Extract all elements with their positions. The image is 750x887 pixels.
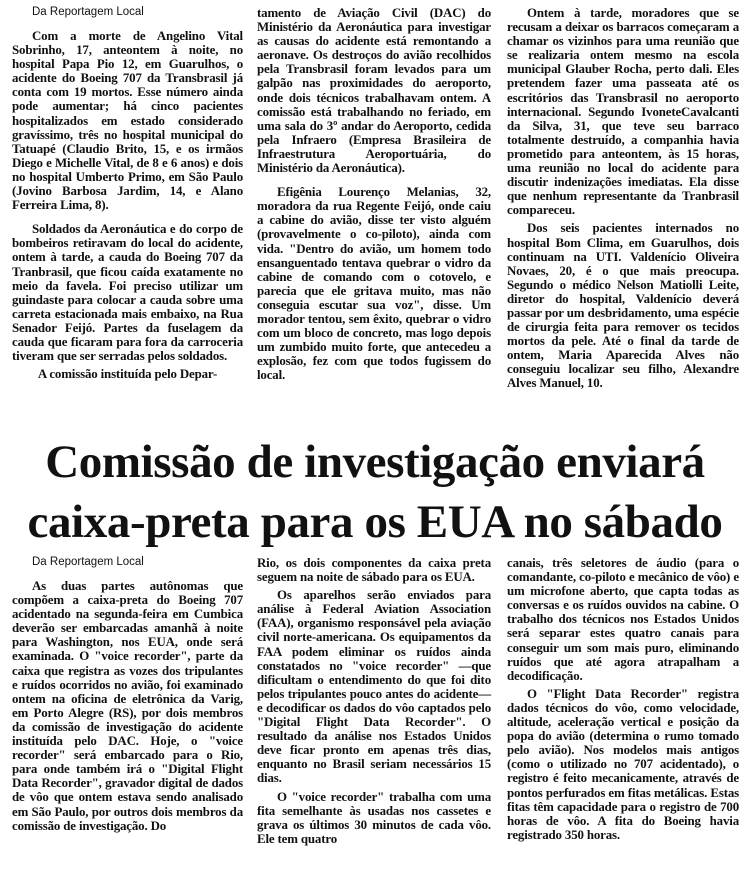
paragraph: tamento de Aviação Civil (DAC) do Ministério da Aeronáutica para investigar as causas do acidente está remontando a aeronave. Os destroços do avião recolhidos pela Transbrasil foram levados para um galpão nas proximidades do aeroporto, onde dois técnicos trabalhavam ontem. A comissão está trabalhando no feriado, em uma sala do 3º andar do Aeroporto, cedida pela Infraero (Empresa Brasileira de Infraestrutura Aeroportuária, do Ministério da Aeronáutica). (257, 6, 491, 176)
byline: Da Reportagem Local (32, 6, 144, 18)
paragraph: Soldados da Aeronáutica e do corpo de bombeiros retiravam do local do acidente, ontem à tarde, a cauda do Boeing 707 da Tranbrasil, que ficou caída exatamente no meio da favela. Foi preciso utilizar um guindaste para colocar a cauda sobre uma carreta estacionada mais embaixo, na Rua Senador Feijó. Partes da fuselagem da cauda que ficaram para fora da carroceria tiveram que ser serradas pelos soldados. (12, 222, 243, 364)
paragraph: Ontem à tarde, moradores que se recusam a deixar os barracos começaram a chamar os vizinhos para uma reunião que se realizaria ontem mesmo na escola municipal Glauber Rocha, perto dali. Eles pretendem fazer uma passeata até os escritórios das Transbrasil no aeroporto internacional. Segundo IvoneteCavalcanti da Silva, 31, que teve seu barraco totalmente destruído, a companhia havia prometido para anteontem, às 15 horas, uma reunião no local do acidente para discutir indenizações imediatas. Ela disse que nenhum representante da Tranbrasil compareceu. (507, 6, 739, 218)
paragraph: As duas partes autônomas que compõem a caixa-preta do Boeing 707 acidentado na segunda-feira em Cumbica deverão ser embarcadas amanhã à noite para Washington, nos EUA, onde será examinada. O "voice recorder", parte da caixa que registra as vozes dos tripulantes e ruídos ocorridos no avião, foi examinado ontem na oficina de eletrônica da Varig, em Porto Alegre (RS), por dois membros da comissão de investigação do acidente instituída pelo DAC. Hoje, o "voice recorder" será embarcado para o Rio, para onde também irá o "Digital Flight Data Recorder", gravador digital de dados de vôo que ontem estava sendo analisado em São Paulo, por outros dois membros da comissão de investigação. Do (12, 579, 243, 833)
paragraph: O "voice recorder" trabalha com uma fita semelhante às usadas nos cassetes e grava os últimos 30 minutos de cada vôo. Ele tem quatro (257, 789, 491, 846)
paragraph: Os aparelhos serão enviados para análise à Federal Aviation Association (FAA), organismo responsável pela aviação civil norte-americana. Os equipamentos da FAA podem eliminar os ruídos ainda constatados no "voice recorder" —que dificultam o entendimento do que foi dito pelos tripulantes pouco antes do acidente— e decodificar os dados do vôo captados pelo "Digital Flight Data Recorder". O resultado da análise nos Estados Unidos deve ficar pronto em apenas três dias, enquanto no Brasil seriam necessários 15 dias. (257, 588, 491, 786)
headline-line-1: Comissão de investigação enviará (45, 436, 705, 488)
paragraph: O "Flight Data Recorder" registra dados técnicos do vôo, como velocidade, altitude, aceleração vertical e posição da popa do avião (determina o rumo tomado pelo avião). Nos modelos mais antigos (como o utilizado no 707 acidentado), o registro é feito mecanicamente, através de pontos perfurados em fitas metálicas. Estas fitas têm capacidade para o registro de 700 horas de vôo. A fita do Boeing havia registrado 350 horas. (507, 686, 739, 842)
paragraph: canais, três seletores de áudio (para o comandante, co-piloto e mecânico de vôo) e um microfone aberto, que capta todas as conversas e os ruídos ouvidos na cabine. O trabalho dos técnicos nos Estados Unidos será separar estes quatro canais para conseguir um som mais puro, eliminando ruídos que até agora atrapalham a decodificação. (507, 556, 739, 683)
byline: Da Reportagem Local (32, 556, 144, 568)
top-column-1 (12, 6, 243, 381)
paragraph: Rio, os dois componentes da caixa preta seguem na noite de sábado para os EUA. (257, 556, 491, 585)
headline-line-2: caixa-preta para os EUA no sábado (27, 496, 723, 548)
paragraph: A comissão instituída pelo Depar- (37, 367, 218, 382)
bottom-column-3 (507, 556, 739, 842)
bottom-column-2 (257, 556, 491, 846)
top-column-3 (507, 6, 739, 391)
paragraph: Com a morte de Angelino Vital Sobrinho, 17, anteontem à noite, no hospital Papa Pio 12, em Guarulhos, o acidente do Boeing 707 da Transbrasil já conta com 19 mortos. Esse número ainda pode aumentar; há cinco pacientes hospitalizados em estado considerado gravíssimo, três no hospital municipal do Tatuapé (Claudio Brito, 15, e os irmãos Diego e Michelle Vital, de 8 e 6 anos) e dois no hospital Umberto Primo, em São Paulo (Jovino Barbosa Jardim, 14, e Alano Ferreira Lima, 8). (12, 29, 243, 213)
bottom-column-1 (12, 556, 243, 833)
paragraph: Dos seis pacientes internados no hospital Bom Clima, em Guarulhos, dois continuam na UTI. Valdenício Oliveira Novaes, 20, é o que mais preocupa. Segundo o médico Nelson Matiolli Leite, diretor do hospital, Valdenício deverá passar por um desbridamento, uma espécie de cirurgia feita para remover os tecidos mortos da pele. Até o final da tarde de ontem, Maria Aparecida Alves não conseguiu localizar seu filho, Alexandre Alves Manuel, 10. (507, 221, 739, 391)
paragraph: Efigênia Lourenço Melanias, 32, moradora da rua Regente Feijó, onde caiu a cabine do avião, disse ter visto alguém (provavelmente o co-piloto), ainda com vida. "Dentro do avião, um homem todo ensanguentado tentava quebrar o vidro da cabine de comando com o cotovelo, e parecia que ele gritava muito, mas não conseguia escutar sua voz", disse. Um morador tentou, sem êxito, quebrar o vidro com um bloco de concreto, mas logo depois um zumbido muito forte, que antecedeu a explosão, fez com que todos fugissem do local. (257, 185, 491, 383)
top-column-2 (257, 6, 491, 382)
